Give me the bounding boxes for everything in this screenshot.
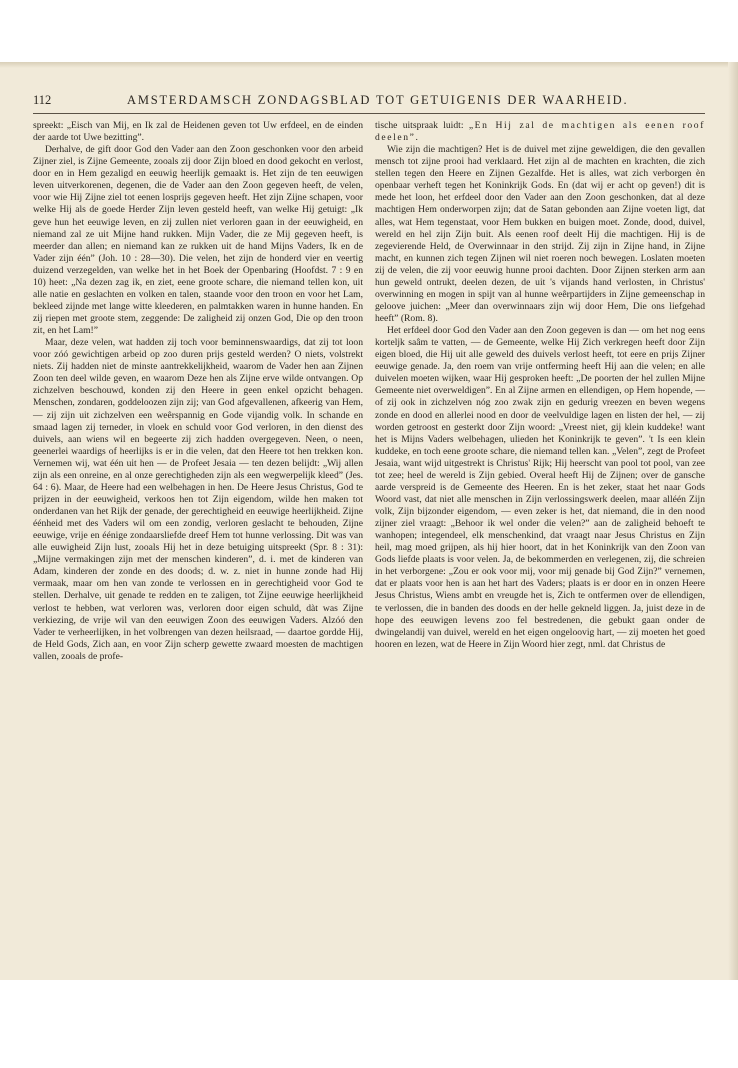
paragraph: Wie zijn die machtigen? Het is de duivel met zijne geweldigen, die den gevallen mensch tot zijne prooi had verklaard. Het zijn al de machten en krachten, die zich stellen tegen den Heere en Zijnen Gezalfde. Het is alles, wat zich verborgen èn openbaar verheft tegen het Koninkrijk Gods. En (dat wij er acht op geven!) dit is mede het loon, het erfdeel door den Vader aan den Zoon geschonken, dat al deze machtigen Hem onderworpen zijn; dat de Satan gebonden aan Zijne voeten ligt, dat alles, wat Hem tegenstaat, voor Hem bukken en buigen moet. Zonde, dood, duivel, wereld en hel zijn Zijn buit. Als eenen roof deelt Hij die machtigen. Hij is de zegevierende Held, de Overwinnaar in den strijd. Zij zijn in Zijne hand, in Zijne macht, en kunnen zich tegen Zijnen wil niet roeren noch bewegen. Loslaten moeten zij de velen, die zij voor eeuwig hunne prooi dachten. Door Zijnen sterken arm aan hun geweld ontrukt, deelen dezen, de uit 's vijands hand verlosten, in Christus' overwinning en mogen in spijt van al hunne weêrpartijders in Zijne gemeenschap in geloove juichen: „Meer dan overwinnaars zijn wij door Hem, Die ons liefgehad heeft” (Rom. 8). [375, 144, 705, 324]
page-number: 112 [33, 93, 52, 107]
paragraph: spreekt: „Eisch van Mij, en Ik zal de Heidenen geven tot Uw erfdeel, en de einden der aarde tot Uwe bezitting”. [33, 120, 363, 144]
paragraph-lead: tische uitspraak luidt: [375, 120, 469, 131]
header-rule [33, 113, 705, 114]
right-column [375, 120, 705, 651]
paragraph: Het erfdeel door God den Vader aan den Zoon gegeven is dan — om het nog eens korteljk saâm te vatten, — de Gemeente, welke Hij Zich verkregen heeft door Zijn eigen bloed, die Hij uit alle geweld des duivels verlost heeft, tot eere en prijs Zijner eeuwige genade. Ja, den roem van vrije ontferming heeft Hij aan die velen; en alle duivelen moeten wijken, waar Hij gesproken heeft: „De poorten der hel zullen Mijne Gemeente niet overweldigen”. En al Zijne armen en ellendigen, op Hem hopende, — of zij ook in zichzelven nóg zoo zwak zijn en gedurig vreezen en beven wegens zonde en dood en allerlei nood en door de veelvuldige lagen en listen der hel, — zij worden getroost en gesterkt door Zijn woord: „Vreest niet, gij klein kuddeke! want het is Mijns Vaders welbehagen, ulieden het Koninkrijk te geven”. 't Is een klein kuddeke, en toch eene groote schare, die niemand tellen kan. „Velen”, zegt de Profeet Jesaia, want wijd uitgestrekt is Christus' Rijk; Hij heerscht van pool tot pool, van zee tot zee; heel de wereld is Zijn gebied. Overal heeft Hij de Zijnen; over de gansche aarde verspreid is de Gemeente des Heeren. En is het zeker, staat het naar Gods Woord vast, dat niet alle menschen in Zijn verlossingswerk deelen, maar alléén Zijn volk, Zijn bijzonder eigendom, — even zeker is het, dat niemand, die in den nood zijner ziel vraagt: „Behoor ik wel onder die velen?” aan de zaligheid behoeft te wanhopen; integendeel, elk menschenkind, dat vraagt naar Jesus Christus en Zijn heil, mag moed grijpen, als hij hier hoort, dat in het Koninkrijk van den Zoon van Gods liefde plaats is voor velen. Ja, de bekommerden en verlegenen, zij, die schreien in het verborgene: „Zou er ook voor mij, voor mij genade bij God Zijn?” vernemen, dat er plaats voor hen is aan het hart des Vaders; plaats is er door en in onzen Heere Jesus Christus, Wiens ambt en vreugde het is, Zich te ontfermen over de ellendigen, te verlossen, die in banden des doods en der helle gekneld liggen. Ja, juist deze in de hope des eeuwigen levens zoo fel bestredenen, die gebukt gaan onder de dwingelandij van duivel, wereld en het eigen ongeloovig hart, — zij moeten het goed hooren en lezen, wat de Heere in Zijn Woord hier zegt, nml. dat Christus de [375, 325, 705, 650]
spaced-quote: „En Hij zal de machtigen als eenen roof deelen”. [375, 120, 705, 144]
paragraph: Maar, deze velen, wat hadden zij toch voor beminnenswaardigs, dat zij tot loon voor zóó gewichtigen arbeid op zoo duren prijs gesteld werden? O niets, volstrekt niets. Zij hadden niet de minste aantrekkelijkheid, waarom de Vader hen aan Zijnen Zoon ten deel wilde geven, en waarom Deze hen als Zijne erve wilde ontvangen. Op zichzelven beschouwd, konden zij den Heere in geen enkel opzicht behagen. Menschen, zondaren, goddeloozen zijn zij; van God afgevallenen, afkeerig van Hem, — zij zijn uit zichzelven een weêrspannig en Gode vijandig volk. In schande en smaad lagen zij terneder, in vloek en schuld voor God verloren, in den dienst des duivels, aan wiens wil en begeerte zij zich hadden overgegeven. Neen, o neen, geenerlei waardigs of heerlijks is er in die velen, dat den Heere tot hen trekken kon. Vernemen wij, wat één uit hen — de Profeet Jesaia — ten dezen belijdt: „Wij allen zijn als een onreine, en al onze gerechtigheden zijn als een wegwerpelijk kleed” (Jes. 64 : 6). Maar, de Heere had een welbehagen in hen. De Heere Jesus Christus, God te prijzen in der eeuwigheid, verkoos hen tot Zijn eigendom, wilde hen maken tot onderdanen van het Rijk der genade, der gerechtigheid en eeuwige heerlijkheid. Zijne éénheid met des Vaders wil om een zondig, verloren geslacht te behouden, Zijne eeuwige, vrije en éénige zondaarsliefde dreef Hem tot hunne verlossing. Dit was van alle euwigheid Zijn lust, zooals Hij het in deze betuiging uitspreekt (Spr. 8 : 31): „Mijne vermakingen zijn met der menschen kinderen”, d. i. met de kinderen van Adam, kinderen der zonde en des doods; d. w. z. niet in hunne zonde had Hij vermaak, maar om hen van zonde te verlossen en in gerechtigheid voor God te stellen. Derhalve, uit genade te redden en te zaligen, tot Zijne eeuwige heerlijkheid verlost te hebben, wat verloren was, verloren door eigen schuld, dàt was Zijne verkiezing, de vrije wil van den eeuwigen Zoon des eeuwigen Vaders. Alzóó den Vader te verheerlijken, in het volbrengen van dezen heilsraad, — daartoe gordde Hij, de Held Gods, Zich aan, en voor Zijn scherp gewette zwaard moesten de machtigen vallen, zooals de profe- [33, 337, 363, 662]
scan-shadow [0, 62, 738, 68]
page-edge [728, 62, 738, 980]
paragraph: Derhalve, de gift door God den Vader aan den Zoon geschonken voor den arbeid Zijner ziel, is Zijne Gemeente, zooals zij door Zijn bloed en dood gekocht en verlost, door en in Hem gezaligd en eeuwig heerlijk gemaakt is. Het zijn de ten eeuwigen leven uitverkorenen, degenen, die de Vader aan den Zoon gegeven heeft, de velen, voor wie Hij Zijne ziel tot eenen losprijs gegeven heeft. Het zijn Zijne schapen, voor welke Hij als de goede Herder Zijn leven gesteld heeft, van welke Hij getuigt: „Ik geve hun het eeuwige leven, en zij zullen niet verloren gaan in der eeuwigheid, en niemand zal ze uit Mijne hand rukken. Mijn Vader, die ze Mij gegeven heeft, is meerder dan allen; en niemand kan ze rukken uit de hand Mijns Vaders, Ik en de Vader zijn één” (Joh. 10 : 28—30). Die velen, het zijn de honderd vier en veertig duizend verzegelden, van welke het in het Boek der Openbaring (Hoofdst. 7 : 9 en 10) heet: „Na dezen zag ik, en ziet, eene groote schare, die niemand tellen kon, uit alle natie en geslachten en volken en talen, staande voor den troon en voor het Lam, bekleed zijnde met lange witte kleederen, en palmtakken waren in hunne handen. En zij riepen met groote stem, zeggende: De zaligheid zij onzen God, Die op den troon zit, en het Lam!” [33, 144, 363, 337]
journal-title: AMSTERDAMSCH ZONDAGSBLAD TOT GETUIGENIS DER WAARHEID. [127, 93, 629, 107]
running-header [33, 93, 703, 111]
paragraph [375, 120, 705, 144]
left-column [33, 120, 363, 663]
